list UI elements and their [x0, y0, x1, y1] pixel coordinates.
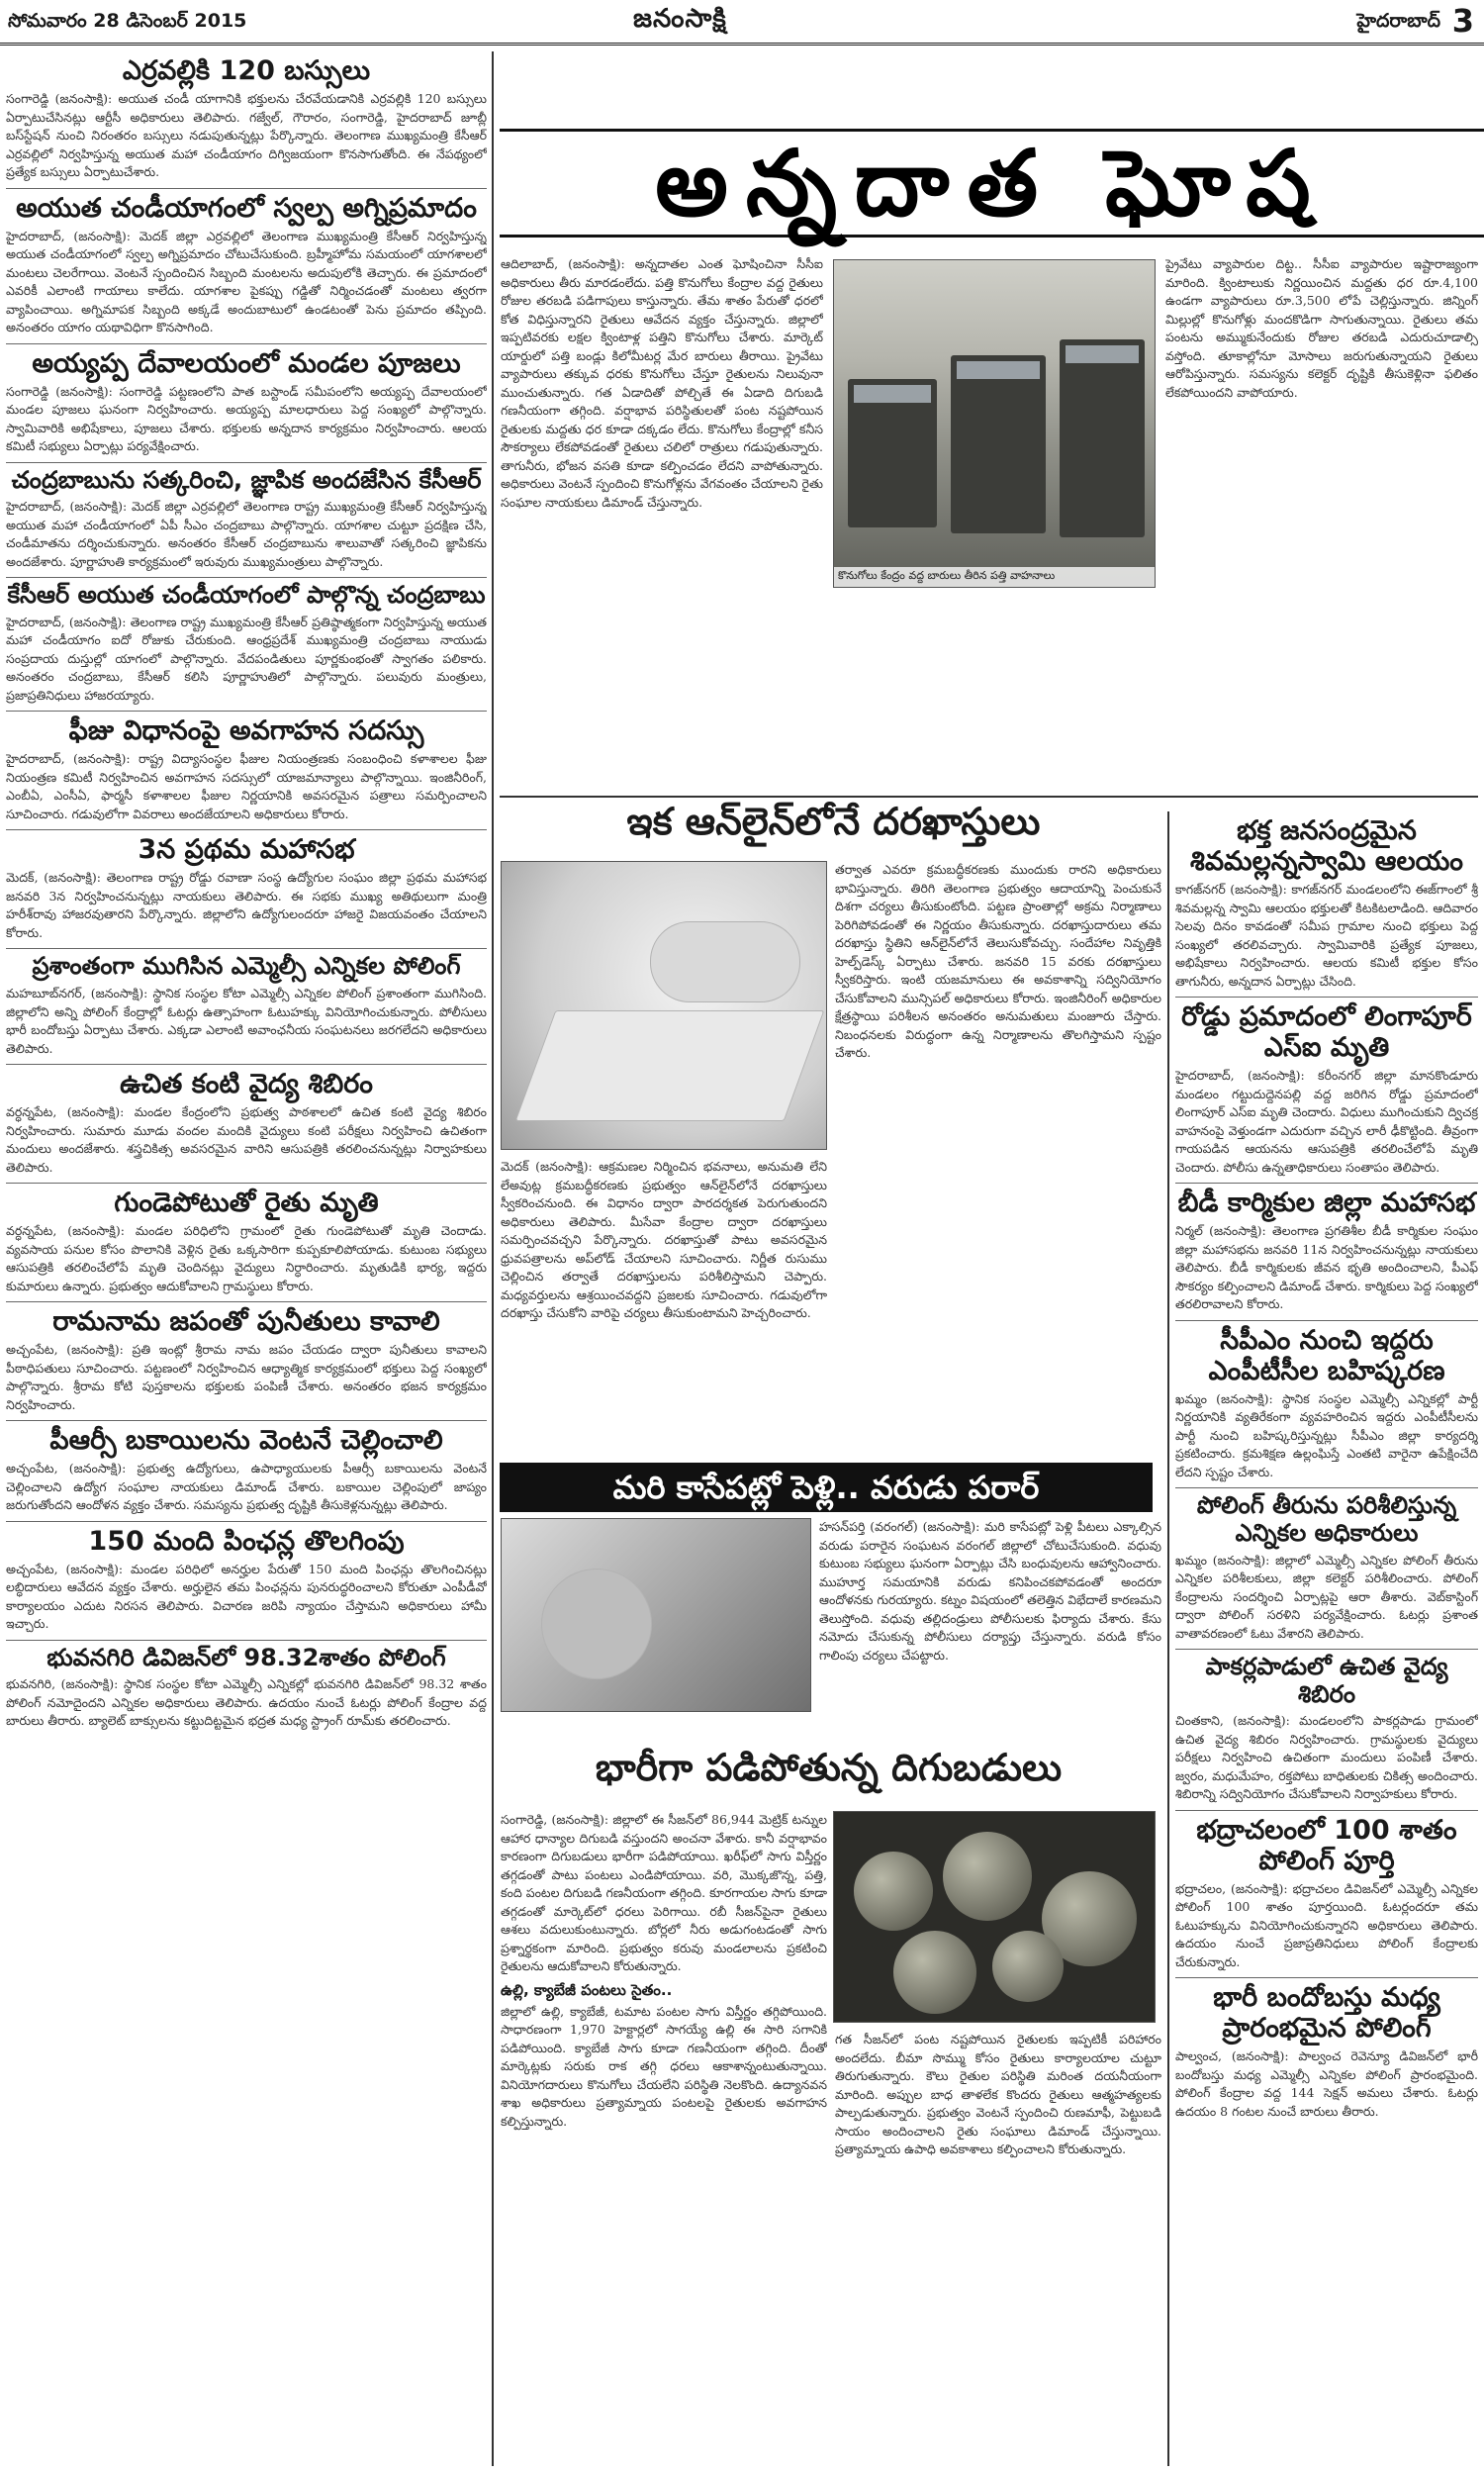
left-column: [6, 51, 487, 2466]
article-divider: [6, 948, 487, 949]
groom-absconds-headline: మరి కాసేపట్లో పెళ్లి.. వరుడు పరార్: [500, 1463, 1153, 1512]
yield-body-text: జిల్లాలో ఉల్లి, క్యాబేజీ, టమాట పంటల సాగు విస్తీర్ణం తగ్గిపోయింది. సాధారణంగా 1,970 హెక్టార్లలో సాగయ్యే ఉల్లి ఈ సారి సగానికి పడిపోయింది. క్యాబేజీ సాగు కూడా గణనీయంగా తగ్గింది. దీంతో మార్కెట్లకు సరుకు రాక తగ్గి ధరలు ఆకాశాన్నంటుతున్నాయి. వినియోగదారులు కొనుగోలు చేయలేని పరిస్థితి నెలకొంది. ఉద్యానవన శాఖ అధికారులు ప్రత్యామ్నాయ పంటలపై రైతులకు అవగాహన కల్పిస్తున్నారు.: [501, 2003, 827, 2129]
article-divider: [6, 1420, 487, 1421]
lead-article-body: [501, 255, 823, 798]
article-headline: భువనగిరి డివిజన్‌లో 98.32శాతం పోలింగ్: [46, 1643, 446, 1671]
article-divider: [1175, 1487, 1478, 1488]
article-divider: [6, 462, 487, 463]
article-headline: పోలింగ్ తీరును పరిశీలిస్తున్న ఎన్నికల అధికారులు: [1196, 1491, 1457, 1547]
article-body: వర్ధన్నపేట, (జనంసాక్షి): మండల కేంద్రంలోని ప్రభుత్వ పాఠశాలలో ఉచిత కంటి వైద్య శిబిరం నిర్వహించారు. సుమారు మూడు వందల మందికి వైద్యులు కంటి పరీక్షలు నిర్వహించి ఉచితంగా మందులు అందజేశారు. శస్త్రచికిత్స అవసరమైన వారిని ఆసుపత్రికి తరలించనున్నట్లు నిర్వాహకులు తెలిపారు.: [6, 1104, 487, 1175]
article-headline: సీపీఎం నుంచి ఇద్దరు ఎంపీటీసీల బహిష్కరణ: [1208, 1324, 1445, 1386]
online-applications-headline: ఇక ఆన్‌లైన్‌లోనే దరఖాస్తులు: [626, 800, 1041, 843]
article-headline: పాకర్లపాడులో ఉచిత వైద్య శిబిరం: [1205, 1653, 1448, 1708]
truck-cab: [854, 385, 931, 403]
yield-article-body-continued: [835, 2031, 1161, 2464]
article-headline: 3న ప్రథమ మహాసభ: [138, 834, 355, 866]
right-column: [1175, 811, 1478, 2466]
article-body: అచ్చంపేట, (జనంసాక్షి): ప్రభుత్వ ఉద్యోగులు, ఉపాధ్యాయులకు పీఆర్సీ బకాయిలను వెంటనే చెల్లించాలని ఉద్యోగ సంఘాల నాయకులు డిమాండ్ చేశారు. బకాయిల చెల్లింపులో జాప్యం జరుగుతోందని ఆందోళన వ్యక్తం చేశారు. సమస్యను ప్రభుత్వ దృష్టికి తీసుకెళ్లనున్నట్లు తెలిపారు.: [6, 1461, 487, 1513]
article-body: హైదరాబాద్, (జనంసాక్షి): కరీంనగర్ జిల్లా మానకొండూరు మండలం గట్టుదుద్దెనపల్లి వద్ద జరిగిన రోడ్డు ప్రమాదంలో లింగాపూర్ ఎస్ఐ మృతి చెందారు. విధులు ముగించుకుని ద్విచక్ర వాహనంపై వెళ్తుండగా ఎదురుగా వచ్చిన లారీ ఢీకొట్టింది. తీవ్రంగా గాయపడిన ఆయనను ఆసుపత్రికి తరలించేలోపే మృతి చెందారు. పోలీసు ఉన్నతాధికారులు సంతాపం తెలిపారు.: [1175, 1068, 1478, 1175]
article-divider: [1175, 1977, 1478, 1978]
article-divider: [6, 1301, 487, 1302]
online-article-body-continued: [835, 861, 1161, 1455]
keyboard-typing-photo: [501, 861, 827, 1150]
yield-body-text: సంగారెడ్డి, (జనంసాక్షి): జిల్లాలో ఈ సీజన్‌లో 86,944 మెట్రిక్ టన్నుల ఆహార ధాన్యాల దిగుబడి వస్తుందని అంచనా వేశారు. కానీ వర్షాభావం కారణంగా దిగుబడులు భారీగా పడిపోయాయి. ఖరీఫ్‌లో సాగు విస్తీర్ణం తగ్గడంతో పాటు పంటలు ఎండిపోయాయి. వరి, మొక్కజొన్న, పత్తి, కంది పంటల దిగుబడి గణనీయంగా తగ్గింది. కూరగాయల సాగు కూడా తగ్గడంతో మార్కెట్‌లో ధరలు పెరిగాయి. రబీ సీజన్‌పైనా రైతులు ఆశలు వదులుకుంటున్నారు. బోర్లలో నీరు అడుగంటడంతో సాగు ప్రశ్నార్థకంగా మారింది. ప్రభుత్వం కరువు మండలాలను ప్రకటించి రైతులను ఆదుకోవాలని కోరుతున్నారు.: [501, 1812, 827, 1973]
article-body: సంగారెడ్డి (జనంసాక్షి): అయుత చండీ యాగానికి భక్తులను చేరవేయడానికి ఎర్రవల్లికి 120 బస్సులు ఏర్పాటుచేసినట్లు ఆర్టీసీ అధికారులు తెలిపారు. గజ్వేల్, గౌరారం, సంగారెడ్డి, హైదరాబాద్ జూబ్లీ బస్‌స్టేషన్ నుంచి నిరంతరం బస్సులు నడుపుతున్నట్లు పేర్కొన్నారు. తెలంగాణ ముఖ్యమంత్రి కేసీఆర్ ఎర్రవల్లిలో నిర్వహిస్తున్న అయుత మహా చండీయాగం దిగ్విజయంగా కొనసాగుతోంది. ఈ నేపథ్యంలో ప్రత్యేక బస్సులు ఏర్పాటుచేశారు.: [6, 91, 487, 180]
photo-caption: కొనుగోలు కేంద్రం వద్ద బారులు తీరిన పత్తి వాహనాలు: [834, 567, 1155, 587]
article-headline: భక్త జనసంద్రమైన శివమల్లన్నస్వామి ఆలయం: [1190, 815, 1463, 878]
article-headline: రామనామ జపంతో పునీతులు కావాలి: [52, 1306, 440, 1338]
lead-banner-headline: అన్నదాత ఘోష: [500, 129, 1484, 238]
cotton-trucks-photo: [833, 259, 1156, 588]
issue-date: సోమవారం 28 డిసెంబర్ 2015: [8, 10, 247, 32]
article-headline: అయుత చండీయాగంలో స్వల్ప అగ్నిప్రమాదం: [16, 192, 477, 224]
article-divider: [6, 1183, 487, 1184]
article-divider: [1175, 1320, 1478, 1321]
article-body: పాల్వంచ, (జనంసాక్షి): పాల్వంచ రెవెన్యూ డివిజన్‌లో భారీ బందోబస్తు మధ్య ఎమ్మెల్సీ ఎన్నికల పోలింగ్ ప్రారంభమైంది. పోలింగ్ కేంద్రాల వద్ద 144 సెక్షన్ అమలు చేశారు. ఓటర్లు ఉదయం 8 గంటల నుంచే బారులు తీరారు.: [1175, 2048, 1478, 2119]
truck-cab: [1066, 345, 1139, 363]
article-body: భద్రాచలం, (జనంసాక్షి): భద్రాచలం డివిజన్‌లో ఎమ్మెల్సీ ఎన్నికల పోలింగ్ 100 శాతం పూర్తయింది. ఓటర్లందరూ తమ ఓటుహక్కును వినియోగించుకున్నారని అధికారులు తెలిపారు. ఉదయం నుంచే ప్రజాప్రతినిధులు పోలింగ్ కేంద్రాలకు చేరుకున్నారు.: [1175, 1880, 1478, 1969]
article-body: హైదరాబాద్, (జనంసాక్షి): తెలంగాణ రాష్ట్ర ముఖ్యమంత్రి కేసీఆర్ ప్రతిష్ఠాత్మకంగా నిర్వహిస్తున్న అయుత మహా చండీయాగం ఐదో రోజుకు చేరుకుంది. ఆంధ్రప్రదేశ్ ముఖ్యమంత్రి చంద్రబాబు నాయుడు సంప్రదాయ దుస్తుల్లో యాగంలో పాల్గొన్నారు. వేదపండితులు పూర్ణకుంభంతో స్వాగతం పలికారు. అనంతరం చంద్రబాబు, కేసీఆర్ కలిసి పూర్ణాహుతిలో పాల్గొన్నారు. పలువురు మంత్రులు, ప్రజాప్రతినిధులు హాజరయ్యారు.: [6, 614, 487, 703]
online-body-text: తర్వాత ఎవరూ క్రమబద్ధీకరణకు ముందుకు రారని అధికారులు భావిస్తున్నారు. తిరిగి తెలంగాణ ప్రభుత్వం ఆదాయాన్ని పెంచుకునే దిశగా చర్యలు తీసుకుంటోంది. పట్టణ ప్రాంతాల్లో అక్రమ నిర్మాణాలు పెరిగిపోవడంతో ఈ నిర్ణయం తీసుకున్నారు. దరఖాస్తుదారులు తమ దరఖాస్తు స్థితిని ఆన్‌లైన్‌లోనే తెలుసుకోవచ్చు. సందేహాల నివృత్తికి హెల్ప్‌డెస్క్ ఏర్పాటు చేశారు. జనవరి 15 వరకు దరఖాస్తులు స్వీకరిస్తారు. ఇంటి యజమానులు ఈ అవకాశాన్ని సద్వినియోగం చేసుకోవాలని మున్సిపల్ అధికారులు కోరారు. ఇంజినీరింగ్ అధికారుల క్షేత్రస్థాయి పరిశీలన అనంతరం అనుమతులు మంజూరు చేస్తారు. నిబంధనలకు విరుద్ధంగా ఉన్న నిర్మాణాలను తొలగిస్తామని స్పష్టం చేశారు.: [835, 862, 1161, 1060]
lead-bottom-rule: [500, 796, 1478, 798]
keyboard-shape: [515, 1010, 825, 1121]
lead-body-text: ప్రైవేటు వ్యాపారుల దిట్ట.. సీసీఐ వ్యాపారుల ఇష్టారాజ్యంగా మారింది. క్వింటాలుకు నిర్ణయించిన మద్దతు ధర రూ.4,100 ఉండగా వ్యాపారులు రూ.3,500 లోపే చెల్లిస్తున్నారు. జిన్నింగ్ మిల్లుల్లో కొనుగోళ్లు మందకొడిగా సాగుతున్నాయి. రైతులు తమ పంటను అమ్ముకునేందుకు రోజుల తరబడి ఎదురుచూడాల్సి వస్తోంది. తూకాల్లోనూ మోసాలు జరుగుతున్నాయని రైతులు ఆరోపిస్తున్నారు. సమస్యను కలెక్టర్ దృష్టికి తీసుకెళ్లినా ఫలితం లేకపోయిందని వాపోయారు.: [1165, 256, 1478, 400]
truck-shape: [951, 355, 1046, 533]
truck-shape: [848, 379, 937, 527]
article-divider: [6, 188, 487, 189]
truck-shape: [1060, 339, 1145, 537]
article-headline: భారీ బందోబస్తు మధ్య ప్రారంభమైన పోలింగ్: [1213, 1982, 1440, 2045]
article-body: మెదక్, (జనంసాక్షి): తెలంగాణ రాష్ట్ర రోడ్డు రవాణా సంస్థ ఉద్యోగుల సంఘం జిల్లా ప్రథమ మహాసభ జనవరి 3న నిర్వహించనున్నట్లు నాయకులు తెలిపారు. ఈ సభకు ముఖ్య అతిథులుగా మంత్రి హరీశ్‌రావు హాజరవుతారని పేర్కొన్నారు. జిల్లాలోని ఉద్యోగులందరూ హాజరై విజయవంతం చేయాలని కోరారు.: [6, 870, 487, 940]
article-divider: [6, 1064, 487, 1065]
vegetable-shape: [943, 1832, 1032, 1921]
newspaper-name: జనంసాక్షి: [633, 4, 727, 34]
article-body: భువనగిరి, (జనంసాక్షి): స్థానిక సంస్థల కోటా ఎమ్మెల్సీ ఎన్నికల్లో భువనగిరి డివిజన్‌లో 98.32 శాతం పోలింగ్ నమోదైందని ఎన్నికల అధికారులు తెలిపారు. ఉదయం నుంచే ఓటర్లు పోలింగ్ కేంద్రాల వద్ద బారులు తీరారు. బ్యాలెట్ బాక్సులను కట్టుదిట్టమైన భద్రత మధ్య స్ట్రాంగ్ రూమ్‌కు తరలించారు.: [6, 1676, 487, 1729]
article-headline: పీఆర్సీ బకాయిలను వెంటనే చెల్లించాలి: [49, 1425, 443, 1457]
article-divider: [6, 1640, 487, 1641]
article-headline: బీడీ కార్మికుల జిల్లా మహాసభ: [1177, 1188, 1476, 1219]
article-headline: ప్రశాంతంగా ముగిసిన ఎమ్మెల్సీ ఎన్నికల పోలింగ్: [32, 952, 461, 981]
article-divider: [6, 829, 487, 830]
wedding-body-text: హసన్‌పర్తి (వరంగల్) (జనంసాక్షి): మరి కాసేపట్లో పెళ్లి పీటలు ఎక్కాల్సిన వరుడు పరారైన సంఘటన వరంగల్ జిల్లాలో చోటుచేసుకుంది. వధువు కుటుంబ సభ్యులు ఘనంగా ఏర్పాట్లు చేసి బంధువులను ఆహ్వానించారు. ముహూర్త సమయానికి వరుడు కనిపించకపోవడంతో అందరూ ఆందోళనకు గురయ్యారు. కట్నం విషయంలో తలెత్తిన విభేదాలే కారణమని తెలుస్తోంది. వధువు తల్లిదండ్రులు పోలీసులకు ఫిర్యాదు చేశారు. కేసు నమోదు చేసుకున్న పోలీసులు దర్యాప్తు చేస్తున్నారు. వరుడి కోసం గాలింపు చర్యలు చేపట్టారు.: [819, 1519, 1161, 1663]
lead-body-text: ఆదిలాబాద్, (జనంసాక్షి): అన్నదాతల ఎంత ఘోషించినా సీసీఐ అధికారులు తీరు మారడంలేదు. పత్తి కొనుగోలు కేంద్రాల వద్ద రైతులు రోజుల తరబడి పడిగాపులు కాస్తున్నారు. తేమ శాతం పేరుతో ధరలో కోత విధిస్తున్నారని రైతులు ఆవేదన వ్యక్తం చేస్తున్నారు. జిల్లాలో ఇప్పటివరకు లక్షల క్వింటాళ్ల పత్తిని కొనుగోలు చేశారు. మార్కెట్ యార్డులో పత్తి బండ్లు కిలోమీటర్ల మేర బారులు తీరాయి. ప్రైవేటు వ్యాపారులు తక్కువ ధరకు కొనుగోలు చేస్తూ రైతులను నిలువునా ముంచుతున్నారు. గత ఏడాదితో పోల్చితే ఈ ఏడాది దిగుబడి గణనీయంగా తగ్గింది. వర్షాభావ పరిస్థితులతో పంట నష్టపోయిన రైతులకు మద్దతు ధర కూడా దక్కడం లేదు. కొనుగోలు కేంద్రాల్లో కనీస సౌకర్యాలు లేకపోవడంతో రైతులు చలిలో రాత్రులు గడుపుతున్నారు. తాగునీరు, భోజన వసతి కూడా కల్పించడం లేదని వాపోతున్నారు. అధికారులు వెంటనే స్పందించి కొనుగోళ్లను వేగవంతం చేయాలని రైతు సంఘాల నాయకులు డిమాండ్ చేస్తున్నారు.: [501, 256, 823, 510]
article-divider: [1175, 1810, 1478, 1811]
article-headline: ఫీజు విధానంపై అవగాహన సదస్సు: [68, 715, 424, 747]
article-headline: భద్రాచలంలో 100 శాతం పోలింగ్ పూర్తి: [1196, 1814, 1457, 1876]
article-headline: 150 మంది పింఛన్ల తొలగింపు: [88, 1525, 405, 1557]
article-body: వర్ధన్నపేట, (జనంసాక్షి): మండల పరిధిలోని గ్రామంలో రైతు గుండెపోటుతో మృతి చెందాడు. వ్యవసాయ పనుల కోసం పొలానికి వెళ్లిన రైతు ఒక్కసారిగా కుప్పకూలిపోయాడు. కుటుంబ సభ్యులు ఆసుపత్రికి తరలించేలోపే మృతి చెందినట్లు వైద్యులు నిర్ధారించారు. మృతుడికి భార్య, ఇద్దరు కుమారులు ఉన్నారు. ప్రభుత్వం ఆదుకోవాలని గ్రామస్థులు కోరారు.: [6, 1223, 487, 1293]
article-headline: అయ్యప్ప దేవాలయంలో మండల పూజలు: [32, 347, 461, 379]
article-divider: [6, 343, 487, 344]
column-rule-left: [492, 51, 494, 2466]
article-body: హైదరాబాద్, (జనంసాక్షి): మెదక్ జిల్లా ఎర్రవల్లిలో తెలంగాణ రాష్ట్ర ముఖ్యమంత్రి కేసీఆర్ నిర్వహిస్తున్న అయుత మహా చండీయాగంలో ఏపీ సీఎం చంద్రబాబు పాల్గొన్నారు. యాగశాల చుట్టూ ప్రదక్షిణ చేసి, చండీమాతను దర్శించుకున్నారు. అనంతరం కేసీఆర్ చంద్రబాబును శాలువాతో సత్కరించి జ్ఞాపికను అందజేశారు. పూర్ణాహుతి కార్యక్రమంలో ఇరువురు ముఖ్యమంత్రులు పాల్గొన్నారు.: [6, 499, 487, 569]
article-divider: [1175, 997, 1478, 998]
vegetables-photo: [833, 1811, 1156, 2023]
vegetable-shape: [854, 1852, 933, 1931]
article-divider: [6, 577, 487, 578]
yield-body-text: గత సీజన్‌లో పంట నష్టపోయిన రైతులకు ఇప్పటికీ పరిహారం అందలేదు. బీమా సొమ్ము కోసం రైతులు కార్యాలయాల చుట్టూ తిరుగుతున్నారు. కౌలు రైతుల పరిస్థితి మరింత దయనీయంగా మారింది. అప్పుల బాధ తాళలేక కొందరు రైతులు ఆత్మహత్యలకు పాల్పడుతున్నారు. ప్రభుత్వం వెంటనే స్పందించి రుణమాఫీ, పెట్టుబడి సాయం అందించాలని రైతు సంఘాలు డిమాండ్ చేస్తున్నాయి. ప్రత్యామ్నాయ ఉపాధి అవకాశాలు కల్పించాలని కోరుతున్నారు.: [835, 2032, 1161, 2156]
lead-article-body-continued: [1165, 255, 1478, 798]
article-body: కాగజ్‌నగర్ (జనంసాక్షి): కాగజ్‌నగర్ మండలంలోని ఈజ్‌గాంలో శ్రీ శివమల్లన్న స్వామి ఆలయం భక్తులతో కిటకిటలాడింది. ఆదివారం సెలవు దినం కావడంతో సమీప గ్రామాల నుంచి భక్తులు పెద్ద సంఖ్యలో తరలివచ్చారు. స్వామివారికి ప్రత్యేక పూజలు, అభిషేకాలు నిర్వహించారు. ఆలయ కమిటీ భక్తుల కోసం తాగునీరు, అన్నదాన ఏర్పాట్లు చేసింది.: [1175, 882, 1478, 989]
masthead: [0, 0, 1484, 46]
article-headline: గుండెపోటుతో రైతు మృతి: [114, 1188, 379, 1219]
online-article-body: [501, 1158, 827, 1455]
article-headline: కేసీఆర్ అయుత చండీయాగంలో పాల్గొన్న చంద్రబాబు: [7, 581, 486, 610]
yield-subheading: ఉల్లి, క్యాబేజీ పంటలు సైతం..: [501, 1980, 673, 1999]
article-divider: [6, 711, 487, 712]
column-rule-right: [1167, 811, 1169, 2466]
article-body: మహబూబ్‌నగర్, (జనంసాక్షి): స్థానిక సంస్థల కోటా ఎమ్మెల్సీ ఎన్నికల పోలింగ్ ప్రశాంతంగా ముగిసింది. జిల్లాలోని అన్ని పోలింగ్ కేంద్రాల్లో ఓటర్లు ఉత్సాహంగా ఓటుహక్కు వినియోగించుకున్నారు. పోలీసులు భారీ బందోబస్తు ఏర్పాటు చేశారు. ఎక్కడా ఎలాంటి అవాంఛనీయ సంఘటనలు జరగలేదని అధికారులు తెలిపారు.: [6, 986, 487, 1056]
article-headline: ఎర్రవల్లికి 120 బస్సులు: [122, 55, 371, 86]
hand-shape: [650, 921, 800, 1002]
bangles-shape: [541, 1569, 652, 1679]
article-body: అచ్చంపేట, (జనంసాక్షి): ప్రతి ఇంట్లో శ్రీరామ నామ జపం చేయడం ద్వారా పునీతులు కావాలని పీఠాధిపతులు సూచించారు. పట్టణంలో నిర్వహించిన ఆధ్యాత్మిక కార్యక్రమంలో భక్తులు పెద్ద సంఖ్యలో పాల్గొన్నారు. శ్రీరామ కోటి పుస్తకాలను భక్తులకు పంపిణీ చేశారు. అనంతరం భజన కార్యక్రమం నిర్వహించారు.: [6, 1342, 487, 1412]
edition-city: హైదరాబాద్: [1356, 10, 1440, 32]
article-body: నిర్మల్ (జనంసాక్షి): తెలంగాణ ప్రగతిశీల బీడీ కార్మికుల సంఘం జిల్లా మహాసభను జనవరి 11న నిర్వహించనున్నట్లు నాయకులు తెలిపారు. బీడీ కార్మికులకు జీవన భృతి అందించాలని, పీఎఫ్ సౌకర్యం కల్పించాలని డిమాండ్ చేశారు. కార్మికులు పెద్ద సంఖ్యలో తరలిరావాలని కోరారు.: [1175, 1223, 1478, 1312]
article-headline: రోడ్డు ప్రమాదంలో లింగాపూర్ ఎస్ఐ మృతి: [1181, 1001, 1472, 1064]
bride-hands-photo: [501, 1518, 811, 1712]
article-divider: [6, 1521, 487, 1522]
truck-cab: [957, 361, 1040, 379]
article-body: ఖమ్మం (జనంసాక్షి): జిల్లాలో ఎమ్మెల్సీ ఎన్నికల పోలింగ్ తీరును ఎన్నికల పరిశీలకులు, జిల్లా కలెక్టర్ పరిశీలించారు. పోలింగ్ కేంద్రాలను సందర్శించి ఏర్పాట్లపై ఆరా తీశారు. వెబ్‌కాస్టింగ్ ద్వారా పోలింగ్ సరళిని పర్యవేక్షించారు. ఓటర్లు ప్రశాంత వాతావరణంలో ఓటు వేశారని తెలిపారు.: [1175, 1552, 1478, 1641]
wedding-article-body: [819, 1518, 1161, 1738]
article-divider: [1175, 1649, 1478, 1650]
article-headline: ఉచిత కంటి వైద్య శిబిరం: [120, 1069, 373, 1100]
vegetable-shape: [893, 1931, 976, 2014]
article-body: సంగారెడ్డి (జనంసాక్షి): సంగారెడ్డి పట్టణంలోని పాత బస్టాండ్ సమీపంలోని అయ్యప్ప దేవాలయంలో మండల పూజలు ఘనంగా నిర్వహించారు. అయ్యప్ప మాలధారులు పెద్ద సంఖ్యలో పాల్గొన్నారు. స్వామివారికి అభిషేకాలు, పూజలు చేశారు. భక్తులకు అన్నదాన కార్యక్రమం నిర్వహించారు. ఆలయ కమిటీ సభ్యులు ఏర్పాట్లు పర్యవేక్షించారు.: [6, 383, 487, 454]
falling-yields-headline: భారీగా పడిపోతున్న దిగుబడులు: [595, 1746, 1063, 1789]
online-body-text: మెదక్ (జనంసాక్షి): ఆక్రమణల నిర్మించిన భవనాలు, అనుమతి లేని లేఅవుట్ల క్రమబద్ధీకరణకు ప్రభుత్వం ఆన్‌లైన్‌లోనే దరఖాస్తులు స్వీకరించనుంది. ఈ విధానం ద్వారా పారదర్శకత పెరుగుతుందని అధికారులు తెలిపారు. మీసేవా కేంద్రాల ద్వారా దరఖాస్తులు సమర్పించవచ్చని పేర్కొన్నారు. దరఖాస్తుతో పాటు అవసరమైన ధ్రువపత్రాలను అప్‌లోడ్ చేయాలని సూచించారు. నిర్ణీత రుసుము చెల్లించిన తర్వాతే దరఖాస్తులను పరిశీలిస్తామని చెప్పారు. మధ్యవర్తులను ఆశ్రయించవద్దని ప్రజలకు సూచించారు. గడువులోగా దరఖాస్తు చేసుకోని వారిపై చర్యలు తీసుకుంటామని హెచ్చరించారు.: [501, 1159, 827, 1320]
article-divider: [1175, 1183, 1478, 1184]
page-number: 3: [1451, 2, 1474, 40]
article-body: ఖమ్మం (జనంసాక్షి): స్థానిక సంస్థల ఎమ్మెల్సీ ఎన్నికల్లో పార్టీ నిర్ణయానికి వ్యతిరేకంగా వ్యవహరించిన ఇద్దరు ఎంపీటీసీలను పార్టీ నుంచి బహిష్కరిస్తున్నట్లు సీపీఎం జిల్లా కార్యదర్శి ప్రకటించారు. క్రమశిక్షణ ఉల్లంఘిస్తే ఎంతటి వారైనా ఉపేక్షించేది లేదని స్పష్టం చేశారు.: [1175, 1390, 1478, 1479]
article-body: హైదరాబాద్, (జనంసాక్షి): రాష్ట్ర విద్యాసంస్థల ఫీజుల నియంత్రణకు సంబంధించి కళాశాలల ఫీజు నియంత్రణ కమిటీ నిర్వహించిన అవగాహన సదస్సులో యాజమాన్యాలు పాల్గొన్నాయి. ఇంజినీరింగ్, ఎంబీఏ, ఎంసీఏ, ఫార్మసీ కళాశాలల ఫీజుల నిర్ణయానికి అవసరమైన పత్రాలు సమర్పించాలని సూచించారు. గడువులోగా వివరాలు అందజేయాలని అధికారులు కోరారు.: [6, 751, 487, 821]
vegetable-shape: [992, 1931, 1064, 2002]
article-headline: చంద్రబాబును సత్కరించి, జ్ఞాపిక అందజేసిన కేసీఆర్: [11, 465, 482, 494]
article-body: హైదరాబాద్, (జనంసాక్షి): మెదక్ జిల్లా ఎర్రవల్లిలో తెలంగాణ ముఖ్యమంత్రి కేసీఆర్ నిర్వహిస్తున్న అయుత చండీయాగంలో స్వల్ప అగ్నిప్రమాదం చోటుచేసుకుంది. బ్రహ్మీహోమ సమయంలో యాగశాలలో మంటలు చెలరేగాయి. వెంటనే స్పందించిన సిబ్బంది మంటలను అదుపులోకి తెచ్చారు. ఈ ప్రమాదంలో ఎవరికీ ఎలాంటి గాయాలు కాలేదు. యాగశాల పైకప్పు గడ్డితో నిర్మించడంతో మంటలు త్వరగా వ్యాపించాయి. అగ్నిమాపక సిబ్బంది అక్కడే అందుబాటులో ఉండటంతో పెను ప్రమాదం తప్పింది. అనంతరం యాగం యథావిధిగా కొనసాగింది.: [6, 228, 487, 335]
article-body: అచ్చంపేట, (జనంసాక్షి): మండల పరిధిలో అనర్హుల పేరుతో 150 మంది పింఛన్లు తొలగించినట్లు లబ్ధిదారులు ఆవేదన వ్యక్తం చేశారు. అర్హులైన తమ పింఛన్లను పునరుద్ధరించాలని కోరుతూ ఎంపీడీవో కార్యాలయం ఎదుట నిరసన తెలిపారు. విచారణ జరిపి న్యాయం చేస్తామని అధికారులు హామీ ఇచ్చారు.: [6, 1561, 487, 1632]
yield-article-body: [501, 1811, 827, 2464]
article-body: చింతకాని, (జనంసాక్షి): మండలంలోని పాకర్లపాడు గ్రామంలో ఉచిత వైద్య శిబిరం నిర్వహించారు. గ్రామస్థులకు వైద్యులు పరీక్షలు నిర్వహించి ఉచితంగా మందులు పంపిణీ చేశారు. జ్వరం, మధుమేహం, రక్తపోటు బాధితులకు చికిత్స అందించారు. శిబిరాన్ని సద్వినియోగం చేసుకోవాలని నిర్వాహకులు కోరారు.: [1175, 1713, 1478, 1802]
